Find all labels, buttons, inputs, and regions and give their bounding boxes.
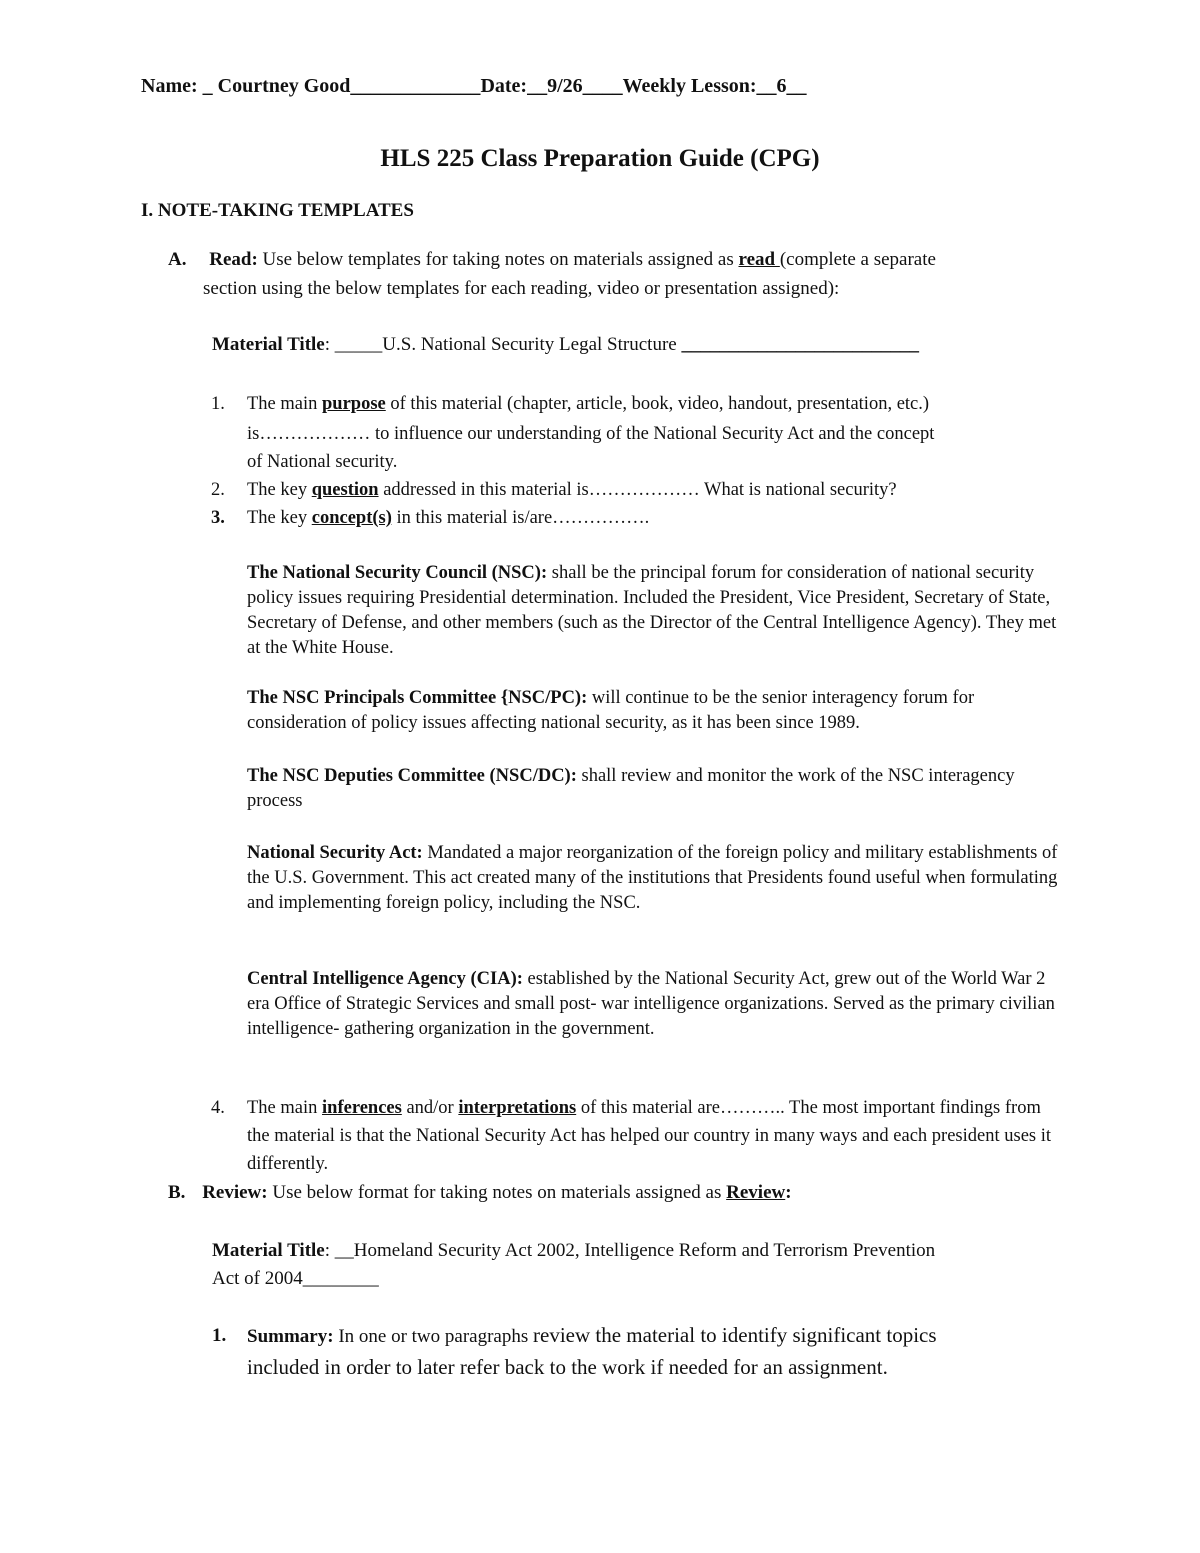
subsection-a-text: Use below templates for taking notes on materials assigned as (257, 249, 739, 270)
subsection-a-text-line2: section using the below templates for each reading, video or presentation assigned): (203, 278, 840, 299)
item-4: The main inferences and/or interpretations of this material are……….. The most important findings from the material is that the National Security Act has helped our country in many ways and each president uses it differently. (247, 1098, 1052, 1174)
date-label: Date: (480, 75, 528, 97)
purpose-keyword: purpose (322, 394, 386, 414)
item-1-number: 1. (211, 394, 225, 414)
concept-nsc-dc: The NSC Deputies Committee (NSC/DC): shall review and monitor the work of the NSC interagency process (247, 766, 1015, 811)
review-material-title-label: Material Title (212, 1240, 325, 1261)
summary-number: 1. (212, 1325, 227, 1346)
subsection-b-head: Review: (202, 1182, 268, 1203)
header-line (141, 73, 807, 99)
item-2: The key question addressed in this material is……………… What is national security? (247, 480, 897, 500)
concepts-keyword: concept(s) (311, 508, 392, 528)
question-keyword: question (311, 480, 379, 500)
subsection-b: B. Review: Use below format for taking notes on materials assigned as Review: (168, 1182, 792, 1203)
review-material-title-value: : __Homeland Security Act 2002, Intelligence Reform and Terrorism Prevention (324, 1240, 936, 1261)
item-1: The main purpose of this material (chapter, article, book, video, handout, presentation, etc.) (247, 394, 930, 414)
read-keyword: read (738, 249, 780, 270)
item-2-number: 2. (211, 480, 225, 500)
date-value: __9/26____ (527, 75, 623, 97)
lesson-label: Weekly Lesson: (622, 75, 757, 97)
summary-line2: included in order to later refer back to the work if needed for an assignment. (247, 1355, 888, 1379)
item-1-line3: of National security. (247, 452, 398, 472)
concept-nsc: The National Security Council (NSC): shall be the principal forum for consideration of national security policy issues requiring Presidential determination. Included the President, Vice President, Secretary of State, Secretary of Defense, and other members (such as the Director of the Central Intelligence Agency). They met at the White House. (247, 563, 1057, 658)
concept-nsc-pc: The NSC Principals Committee {NSC/PC): will continue to be the senior interagency forum for consideration of policy issues affecting national security, as it has been since 1989. (247, 688, 975, 733)
item-4-number: 4. (211, 1098, 225, 1118)
summary-head: Summary: (247, 1326, 334, 1347)
subsection-a: A. Read: Use below templates for taking notes on materials assigned as read (complete a separate (168, 249, 936, 270)
subsection-a-label: A. (168, 249, 187, 270)
name-value: _ Courtney Good_____________ (202, 75, 481, 97)
material-title-value: : _____U.S. National Security Legal Structure (324, 334, 682, 355)
lesson-value: __6__ (756, 75, 807, 97)
subsection-b-label: B. (168, 1182, 186, 1203)
review-keyword: Review (726, 1182, 786, 1203)
material-title-row: Material Title: _____U.S. National Security Legal Structure _________________________ (212, 334, 919, 355)
section-heading: I. NOTE-TAKING TEMPLATES (141, 200, 414, 221)
item-3: The key concept(s) in this material is/are……………. (247, 508, 650, 528)
name-label: Name: (141, 75, 198, 97)
material-title-label: Material Title (212, 334, 325, 355)
concept-cia: Central Intelligence Agency (CIA): established by the National Security Act, grew out of the World War 2 era Office of Strategic Services and small post- war intelligence organizations. Served as the primary civilian intelligence- gathering organization in the government. (247, 969, 1055, 1039)
item-1-line2: is……………… to influence our understanding of the National Security Act and the concept (247, 424, 935, 444)
interpretations-keyword: interpretations (458, 1098, 577, 1118)
item-3-number: 3. (211, 508, 225, 528)
review-material-title-row (212, 1238, 935, 1264)
subsection-a-head: Read: (209, 249, 258, 270)
review-material-title-line2: Act of 2004________ (212, 1268, 379, 1289)
page-title: HLS 225 Class Preparation Guide (CPG) (380, 145, 820, 172)
concept-national-security-act: National Security Act: Mandated a major reorganization of the foreign policy and military establishments of the U.S. Government. This act created many of the institutions that Presidents found useful when formulating and implementing foreign policy, including the NSC. (247, 843, 1058, 913)
inferences-keyword: inferences (322, 1098, 402, 1118)
summary: Summary: In one or two paragraphs review the material to identify significant topics (247, 1323, 937, 1347)
